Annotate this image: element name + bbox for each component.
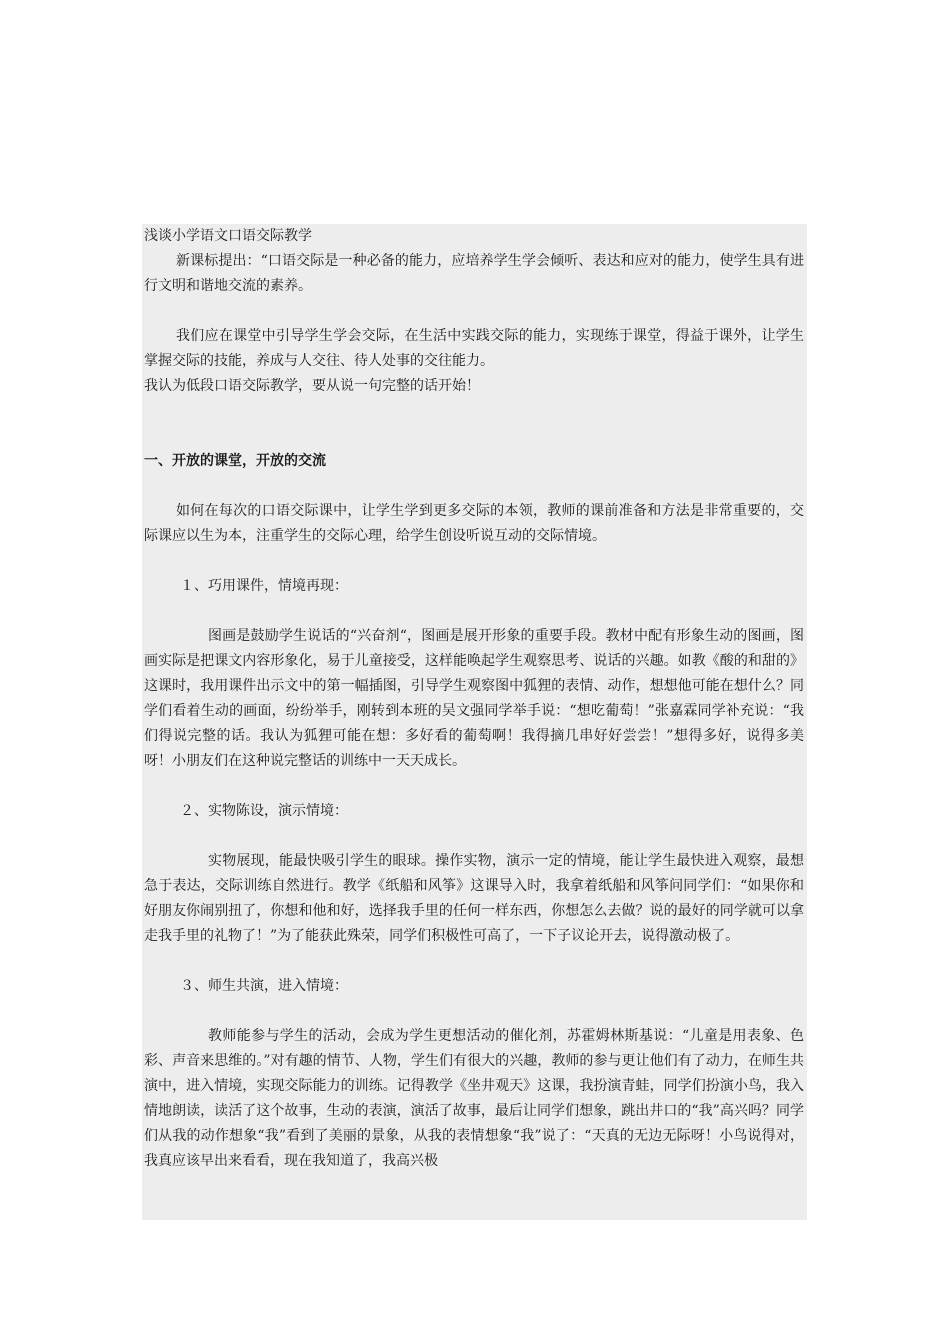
spacer xyxy=(144,599,804,624)
item-text-3: 教师能参与学生的活动，会成为学生更想活动的催化剂，苏霍姆林斯基说：“儿童是用表象、色彩、声音来思维的。”对有趣的情节、人物，学生们有很大的兴趣，教师的参与更让他们有了动力，在师生共演中，进入情境，实现交际能力的训练。记得教学《坐井观天》这课，我扮演青蛙，同学们扮演小鸟，我入情地朗读，读活了这个故事，生动的表演，演活了故事，最后让同学们想象，跳出井口的“我”高兴吗？同学们从我的动作想象“我”看到了美丽的景象，从我的表情想象“我”说了：“天真的无边无际呀！小鸟说得对，我真应该早出来看看，现在我知道了，我高兴极 xyxy=(144,1028,804,1169)
intro-paragraph-3: 我认为低段口语交际教学，要从说一句完整的话开始！ xyxy=(144,378,480,394)
document-page xyxy=(142,224,807,1220)
spacer xyxy=(144,824,804,849)
spacer xyxy=(144,474,804,499)
spacer xyxy=(144,774,804,799)
section-body: 如何在每次的口语交际课中，让学生学到更多交际的本领，教师的课前准备和方法是非常重要的，交际课应以生为本，注重学生的交际心理，给学生创设听说互动的交际情境。 xyxy=(144,503,804,544)
intro-paragraph-1: 新课标提出：“口语交际是一种必备的能力，应培养学生学会倾听、表达和应对的能力，使学生具有进行文明和谐地交流的素养。 xyxy=(144,253,804,294)
item-text-2: 实物展现，能最快吸引学生的眼球。操作实物，演示一定的情境，能让学生最快进入观察，最想急于表达，交际训练自然进行。教学《纸船和风筝》这课导入时，我拿着纸船和风筝问同学们：“如果你和好朋友你闹别扭了，你想和他和好，选择我手里的任何一样东西，你想怎么去做？说的最好的同学就可以拿走我手里的礼物了！”为了能获此殊荣，同学们积极性可高了，一下子议论开去，说得激动极了。 xyxy=(144,853,804,944)
spacer xyxy=(144,949,804,974)
item-label-1: １、巧用课件，情境再现： xyxy=(180,578,348,594)
document-title: 浅谈小学语文口语交际教学 xyxy=(144,228,312,244)
intro-paragraph-2: 我们应在课堂中引导学生学会交际，在生活中实践交际的能力，实现练于课堂，得益于课外，让学生掌握交际的技能，养成与人交往、待人处事的交往能力。 xyxy=(144,328,804,369)
section-heading: 一、开放的课堂，开放的交流 xyxy=(144,453,326,469)
item-label-2: ２、实物陈设，演示情境： xyxy=(180,803,348,819)
spacer xyxy=(144,399,804,449)
document-body xyxy=(142,224,807,1174)
item-text-1: 图画是鼓励学生说话的“兴奋剂“，图画是展开形象的重要手段。教材中配有形象生动的图画，图画实际是把课文内容形象化，易于儿童接受，这样能唤起学生观察思考、说话的兴趣。如教《酸的和甜的》这课时，我用课件出示文中的第一幅插图，引导学生观察图中狐狸的表情、动作，想想他可能在想什么？同学们看着生动的画面，纷纷举手，刚转到本班的吴文强同学举手说：“想吃葡萄！”张嘉霖同学补充说：“我们得说完整的话。我认为狐狸可能在想：多好看的葡萄啊！我得摘几串好好尝尝！”想得多好，说得多美呀！小朋友们在这种说完整话的训练中一天天成长。 xyxy=(144,628,804,769)
spacer xyxy=(144,549,804,574)
spacer xyxy=(144,999,804,1024)
spacer xyxy=(144,299,804,324)
item-label-3: ３、师生共演，进入情境： xyxy=(180,978,348,994)
